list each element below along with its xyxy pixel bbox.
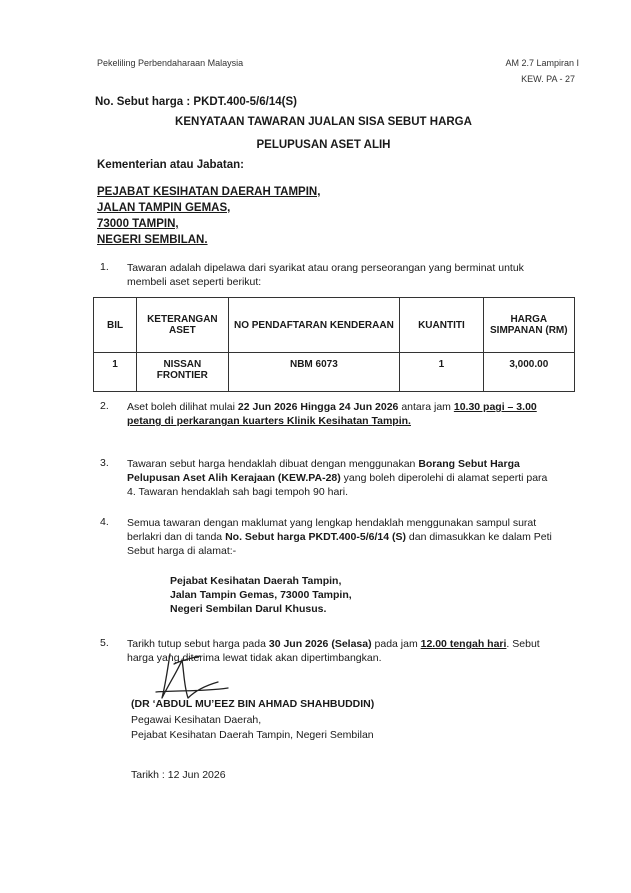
table-cell: 1 (94, 353, 137, 392)
text-run: yang boleh diperolehi di alamat seperti para 4. Tawaran hendaklah sah bagi tempoh 90 hari. (127, 472, 548, 498)
address-line: 73000 TAMPIN, (97, 218, 179, 230)
text-run: dan dimasukkan ke dalam Peti Sebut harga di alamat:- (127, 531, 552, 557)
address-line: JALAN TAMPIN GEMAS, (97, 202, 231, 214)
address-line: PEJABAT KESIHATAN DAERAH TAMPIN, (97, 186, 321, 198)
para-number: 2. (100, 400, 109, 412)
signature-scribble (148, 652, 238, 704)
table-cell: NBM 6073 (228, 353, 400, 392)
box-address-line: Pejabat Kesihatan Daerah Tampin, (170, 575, 342, 587)
document-subtitle: PELUPUSAN ASET ALIH (256, 139, 391, 151)
reference-number: No. Sebut harga : PKDT.400-5/6/14(S) (95, 96, 297, 108)
ministry-label: Kementerian atau Jabatan: (97, 159, 244, 171)
header-right-line1: AM 2.7 Lampiran I (505, 58, 579, 68)
para-number: 3. (100, 457, 109, 469)
asset-table (93, 297, 575, 392)
viewing-time-location: 10.30 pagi – 3.00 petang di perkarangan kuarters Klinik Kesihatan Tampin. (127, 401, 537, 427)
paragraph-1: Tawaran adalah dipelawa dari syarikat atau orang perseorangan yang berminat untuk membeli aset seperti berikut: (127, 262, 524, 288)
column-header: KETERANGAN ASET (137, 298, 228, 353)
table-cell: NISSAN FRONTIER (137, 353, 228, 392)
table-cell: 1 (400, 353, 483, 392)
signatory-position: Pegawai Kesihatan Daerah, (131, 714, 262, 726)
text-run: pada jam (371, 638, 421, 650)
column-header: NO PENDAFTARAN KENDERAAN (228, 298, 400, 353)
address-line: NEGERI SEMBILAN. (97, 234, 208, 246)
viewing-dates: 22 Jun 2026 Hingga 24 Jun 2026 (237, 401, 399, 413)
para-number: 4. (100, 516, 109, 528)
closing-date: 30 Jun 2026 (Selasa) (268, 638, 372, 650)
header-right-line2: KEW. PA - 27 (521, 74, 575, 84)
column-header: BIL (94, 298, 137, 353)
signatory-name: (DR ‘ABDUL MU’EEZ BIN AHMAD SHAHBUDDIN) (131, 698, 375, 710)
table-header-row (94, 298, 575, 353)
box-address-line: Negeri Sembilan Darul Khusus. (170, 603, 327, 615)
form-name: Borang Sebut Harga Pelupusan Aset Alih Kerajaan (KEW.PA-28) (127, 458, 520, 484)
table-row (94, 353, 575, 392)
document-title: KENYATAAN TAWARAN JUALAN SISA SEBUT HARGA (175, 116, 472, 128)
text-run: antara jam (398, 401, 454, 413)
text-run: Tawaran sebut harga hendaklah dibuat dengan menggunakan (127, 458, 419, 470)
closing-time: 12.00 tengah hari (420, 638, 507, 650)
table-cell: 3,000.00 (483, 353, 574, 392)
quotation-number: No. Sebut harga PKDT.400-5/6/14 (S) (225, 531, 406, 543)
text-run: Tarikh tutup sebut harga pada (127, 638, 269, 650)
paragraph-2 (127, 400, 557, 428)
document-date: Tarikh : 12 Jun 2026 (131, 769, 226, 781)
paragraph-3 (127, 457, 557, 499)
text-run: Aset boleh dilihat mulai (127, 401, 238, 413)
paragraph-4 (127, 516, 557, 558)
signatory-office: Pejabat Kesihatan Daerah Tampin, Negeri Sembilan (131, 729, 374, 741)
header-left: Pekeliling Perbendaharaan Malaysia (97, 58, 244, 68)
para-number: 5. (100, 637, 109, 649)
text-run: Semua tawaran dengan maklumat yang lengkap hendaklah menggunakan sampul surat berlakri dan di tanda (127, 517, 537, 543)
column-header: HARGA SIMPANAN (RM) (483, 298, 574, 353)
box-address-line: Jalan Tampin Gemas, 73000 Tampin, (170, 589, 352, 601)
text-run: . Sebut harga yang diterima lewat tidak akan dipertimbangkan. (127, 638, 540, 664)
para-number: 1. (100, 261, 109, 273)
column-header: KUANTITI (400, 298, 483, 353)
